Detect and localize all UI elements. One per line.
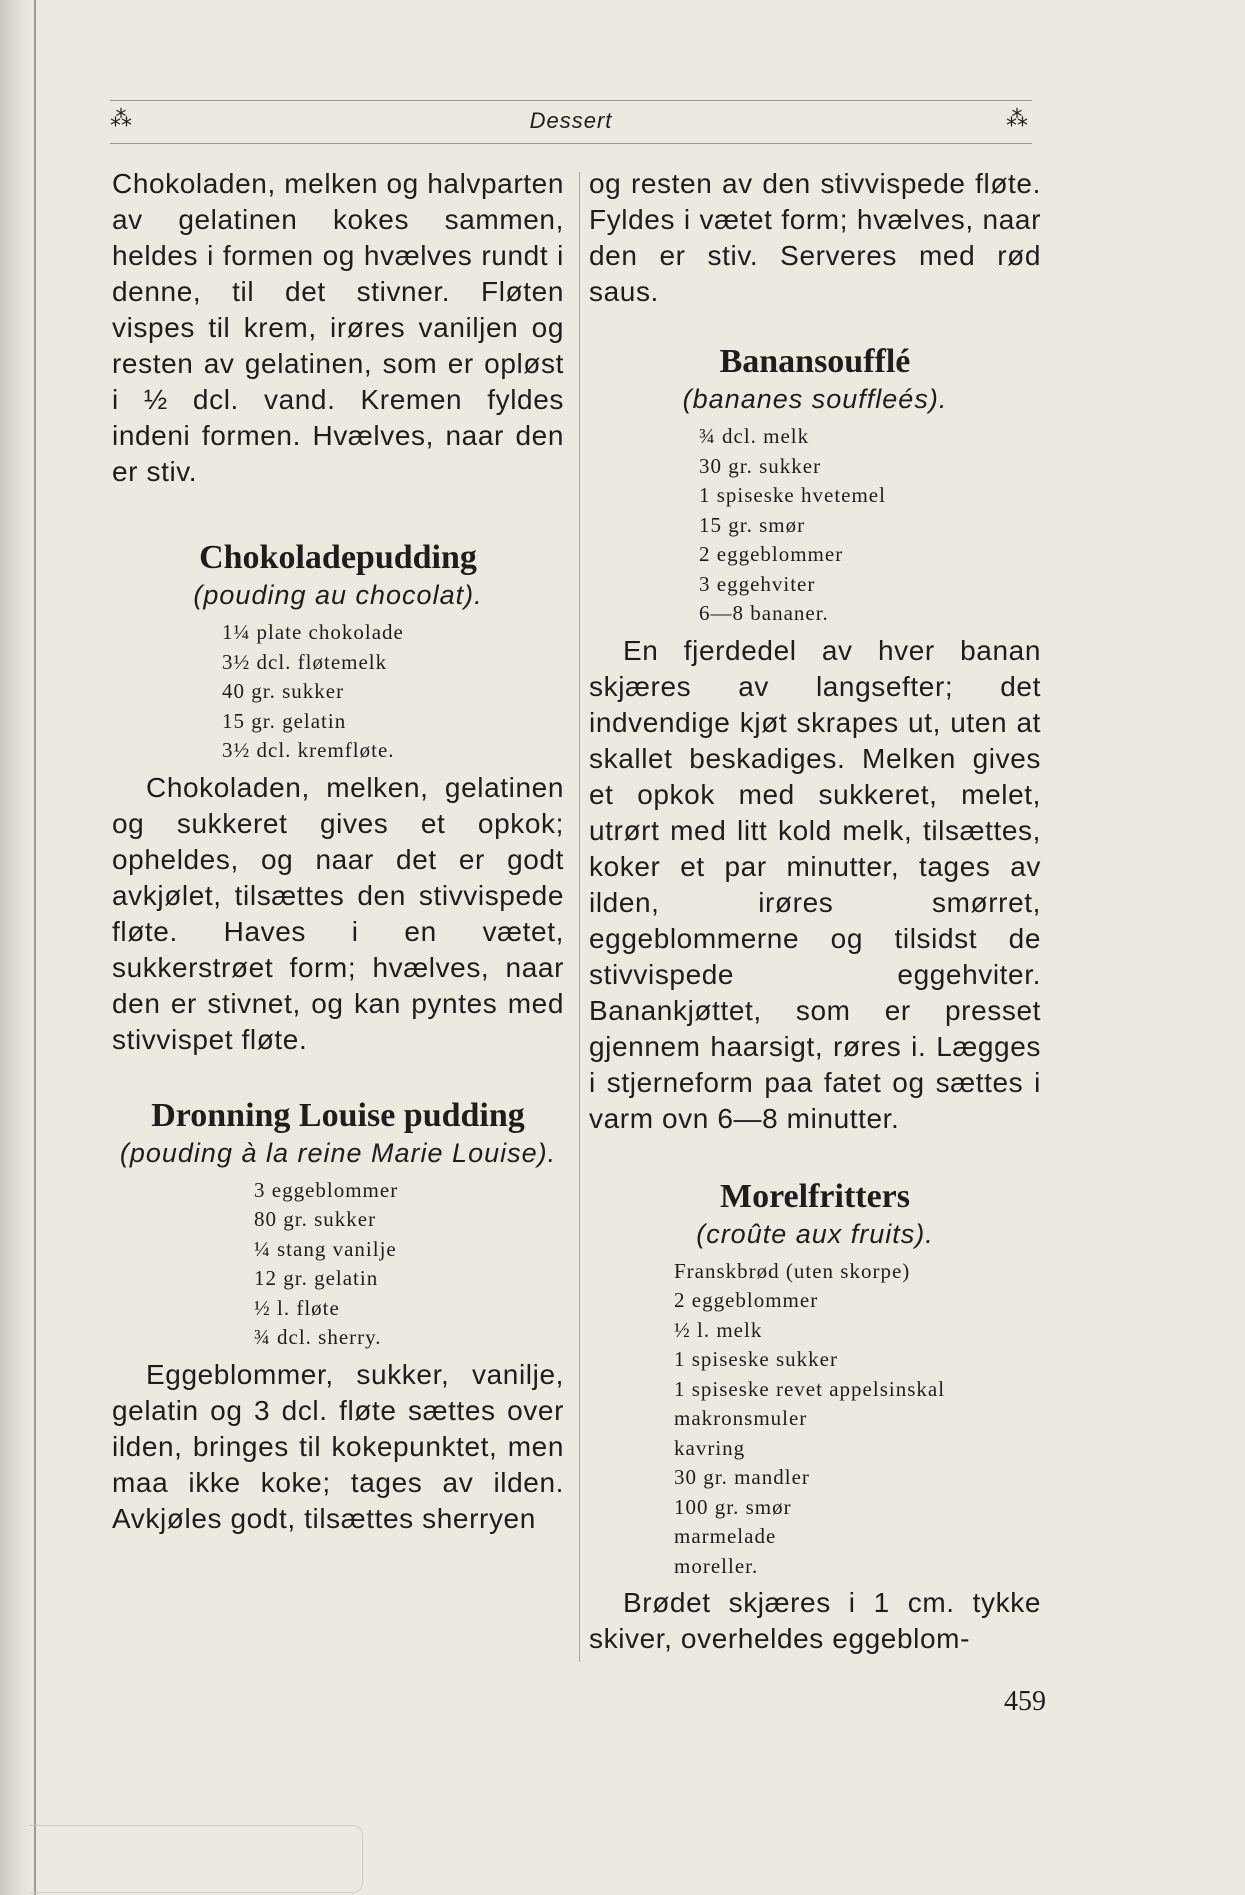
- recipe-title-chokoladepudding: Chokoladepudding: [199, 539, 477, 576]
- recipe-subtitle-chokoladepudding: (pouding au chocolat).: [193, 580, 483, 610]
- book-spine: [0, 0, 36, 1895]
- recipe-subtitle-dronning-louise: (pouding à la reine Marie Louise).: [119, 1137, 557, 1168]
- method-morelfritters: Brødet skjæres i 1 cm. tykke skiver, overheldes eggeblom-: [589, 1587, 1041, 1654]
- ingredient-item: 1 spiseske hvetemel: [699, 483, 886, 507]
- ingredient-item: 30 gr. sukker: [699, 453, 822, 478]
- ingredient-list-morelfritters: [589, 1257, 1041, 1582]
- ingredient-item: 3½ dcl. kremfløte.: [222, 738, 395, 762]
- ingredient-item: 80 gr. sukker: [254, 1207, 377, 1231]
- ingredient-item: makronsmuler: [674, 1406, 808, 1430]
- ingredient-list-chokoladepudding: [112, 618, 564, 766]
- ingredient-list-dronning-louise: [112, 1176, 564, 1353]
- ingredient-item: 15 gr. gelatin: [222, 708, 347, 733]
- ornament-right-icon: ⁂: [1006, 107, 1028, 132]
- ingredient-item: 3 eggehviter: [699, 571, 816, 596]
- ingredient-item: 100 gr. smør: [674, 1494, 792, 1519]
- recipe-subtitle-morelfritters: (croûte aux fruits).: [696, 1218, 934, 1249]
- method-dronning-louise: Eggeblommer, sukker, vanilje, gelatin og 3 dcl. fløte sættes over ilden, bringes til kokepunktet, men maa ikke koke; tages av ilden. Avkjøles godt, tilsættes sherryen: [112, 1358, 564, 1534]
- continuation-paragraph: og resten av den stivvispede fløte. Fyldes i vætet form; hvælves, naar den er stiv. Serveres med rød saus.: [589, 168, 1041, 307]
- ingredient-item: ½ l. melk: [674, 1317, 763, 1342]
- ingredient-item: 40 gr. sukker: [222, 679, 345, 703]
- ingredient-item: 6—8 bananer.: [699, 601, 829, 625]
- intro-paragraph: Chokoladen, melken og halvparten av gelatinen kokes sammen, heldes i formen og hvælves rundt i denne, til det stivner. Fløten vispes til krem, irøres vaniljen og resten av gelatinen, som er opløst i ½ dcl. vand. Kremen fyldes indeni formen. Hvælves, naar den er stiv.: [112, 168, 564, 487]
- ingredient-item: ¾ dcl. sherry.: [254, 1325, 382, 1349]
- header-title: Dessert: [529, 108, 613, 133]
- ingredient-item: moreller.: [674, 1553, 759, 1578]
- ingredient-item: 2 eggeblommer: [674, 1288, 819, 1312]
- recipe-title-banansouffle: Banansoufflé: [719, 343, 911, 380]
- ingredient-item: 1 spiseske revet appelsinskal: [674, 1376, 946, 1401]
- ingredient-item: 30 gr. mandler: [674, 1465, 810, 1489]
- ingredient-item: 2 eggeblommer: [699, 542, 844, 566]
- column-divider: [579, 172, 580, 1662]
- ingredient-item: Franskbrød (uten skorpe): [674, 1258, 911, 1283]
- ingredient-item: 1¼ plate chokolade: [222, 620, 404, 644]
- ingredient-item: 1 spiseske sukker: [674, 1347, 838, 1371]
- ingredient-item: 3½ dcl. fløtemelk: [222, 649, 388, 674]
- ingredient-item: 3 eggeblommer: [254, 1177, 399, 1202]
- recipe-title-morelfritters: Morelfritters: [719, 1177, 911, 1215]
- ingredient-item: ½ l. fløte: [254, 1295, 340, 1320]
- ingredient-item: marmelade: [674, 1524, 777, 1548]
- page-number: 459: [1004, 1686, 1046, 1717]
- ingredient-item: ¼ stang vanilje: [254, 1236, 397, 1261]
- method-chokoladepudding: Chokoladen, melken, gelatinen og sukkeret gives et opkok; opheldes, og naar det er godt avkjølet, tilsættes den stivvispede fløte. Haves i en vætet, sukkerstrøet form; hvælves, naar den er stivnet, og kan pyntes med stivvispet fløte.: [112, 771, 564, 1055]
- ingredient-list-banansouffle: [589, 422, 1041, 629]
- ingredient-item: kavring: [674, 1435, 746, 1460]
- left-column: [112, 166, 564, 1537]
- method-banansouffle: En fjerdedel av hver banan skjæres av langsefter; det indvendige kjøt skrapes ut, uten at skallet beskadiges. Melken gives et opkok med sukkeret, melet, utrørt med litt kold melk, tilsættes, koker et par minutter, tages av ilden, irøres smørret, eggeblommerne og tilsidst de stivvispede eggehviter. Banankjøttet, som er presset gjennem haarsigt, røres i. Lægges i stjerneform paa fatet og sættes i varm ovn 6—8 minutter.: [589, 634, 1041, 1134]
- right-column: [589, 166, 1041, 1657]
- ingredient-item: 12 gr. gelatin: [254, 1266, 379, 1290]
- running-header: [110, 100, 1032, 144]
- recipe-subtitle-banansouffle: (bananes souffleés).: [682, 384, 948, 414]
- ornament-left-icon: ⁂: [110, 107, 132, 132]
- ingredient-item: 15 gr. smør: [699, 512, 806, 537]
- ingredient-item: ¾ dcl. melk: [699, 424, 810, 448]
- recipe-title-dronning-louise: Dronning Louise pudding: [151, 1096, 525, 1134]
- page-tab-outline: [30, 1825, 363, 1893]
